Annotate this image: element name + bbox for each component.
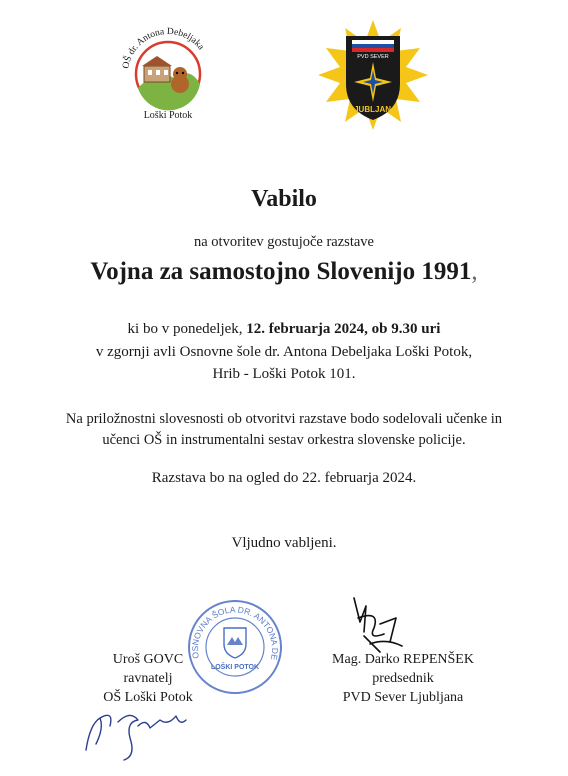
exhibition-title: Vojna za samostojno Slovenijo 1991 — [90, 258, 472, 285]
closing-greeting: Vljudno vabljeni. — [231, 535, 337, 551]
pvd-sever-logo — [318, 20, 428, 130]
school-logo-bottom-text: Loški Potok — [143, 110, 193, 121]
signatory-president-org: PVD Sever Ljubljana — [342, 690, 464, 705]
signatory-president-role: predsednik — [372, 671, 434, 686]
pvd-sever-logo-graphic — [318, 20, 428, 130]
occasion-line-2: učenci OŠ in instrumentalni sestav orkestra slovenske policije. — [102, 432, 466, 448]
signatory-principal — [78, 650, 218, 707]
signatory-principal-org: OŠ Loški Potok — [103, 690, 193, 705]
school-logo — [112, 14, 222, 122]
president-signature — [340, 588, 420, 658]
signatory-president-name: Mag. Darko REPENŠEK — [332, 652, 474, 667]
event-date-time: 12. februarja 2024, ob 9.30 uri — [246, 321, 441, 337]
event-address: Hrib - Loški Potok 101. — [212, 366, 356, 382]
pvd-flag-text: PVD SEVER — [357, 54, 389, 60]
exhibition-open-until: Razstava bo na ogled do 22. februarja 2024. — [151, 470, 417, 486]
headline-comma: , — [471, 258, 478, 285]
stamp-center-text: LOŠKI POTOK — [210, 664, 260, 671]
pvd-bottom-text: LJUBLJANA — [349, 105, 397, 114]
stamp-ring-text: OSNOVNA ŠOLA DR. ANTONA DE — [189, 604, 281, 662]
signatory-principal-role: ravnatelj — [123, 671, 173, 686]
event-venue: v zgornji avli Osnovne šole dr. Antona Debeljaka Loški Potok, — [95, 344, 473, 360]
document-title: Vabilo — [251, 186, 317, 212]
school-logo-graphic — [112, 14, 222, 122]
document-subtitle: na otvoritev gostujoče razstave — [194, 234, 374, 250]
principal-signature-graphic — [80, 704, 190, 764]
school-logo-ring-text: OŠ dr. Antona Debeljaka — [121, 26, 206, 70]
signatory-principal-name: Uroš GOVC — [112, 652, 184, 667]
signatory-president — [318, 650, 488, 707]
exhibition-headline — [0, 258, 568, 286]
occasion-paragraph — [40, 409, 528, 451]
date-prefix: ki bo v ponedeljek, — [127, 321, 247, 337]
president-signature-graphic — [340, 588, 420, 658]
principal-signature — [80, 704, 190, 764]
occasion-line-1: Na priložnostni slovesnosti ob otvoritvi razstave bodo sodelovali učenke in — [65, 411, 503, 427]
event-date-line — [0, 319, 568, 340]
